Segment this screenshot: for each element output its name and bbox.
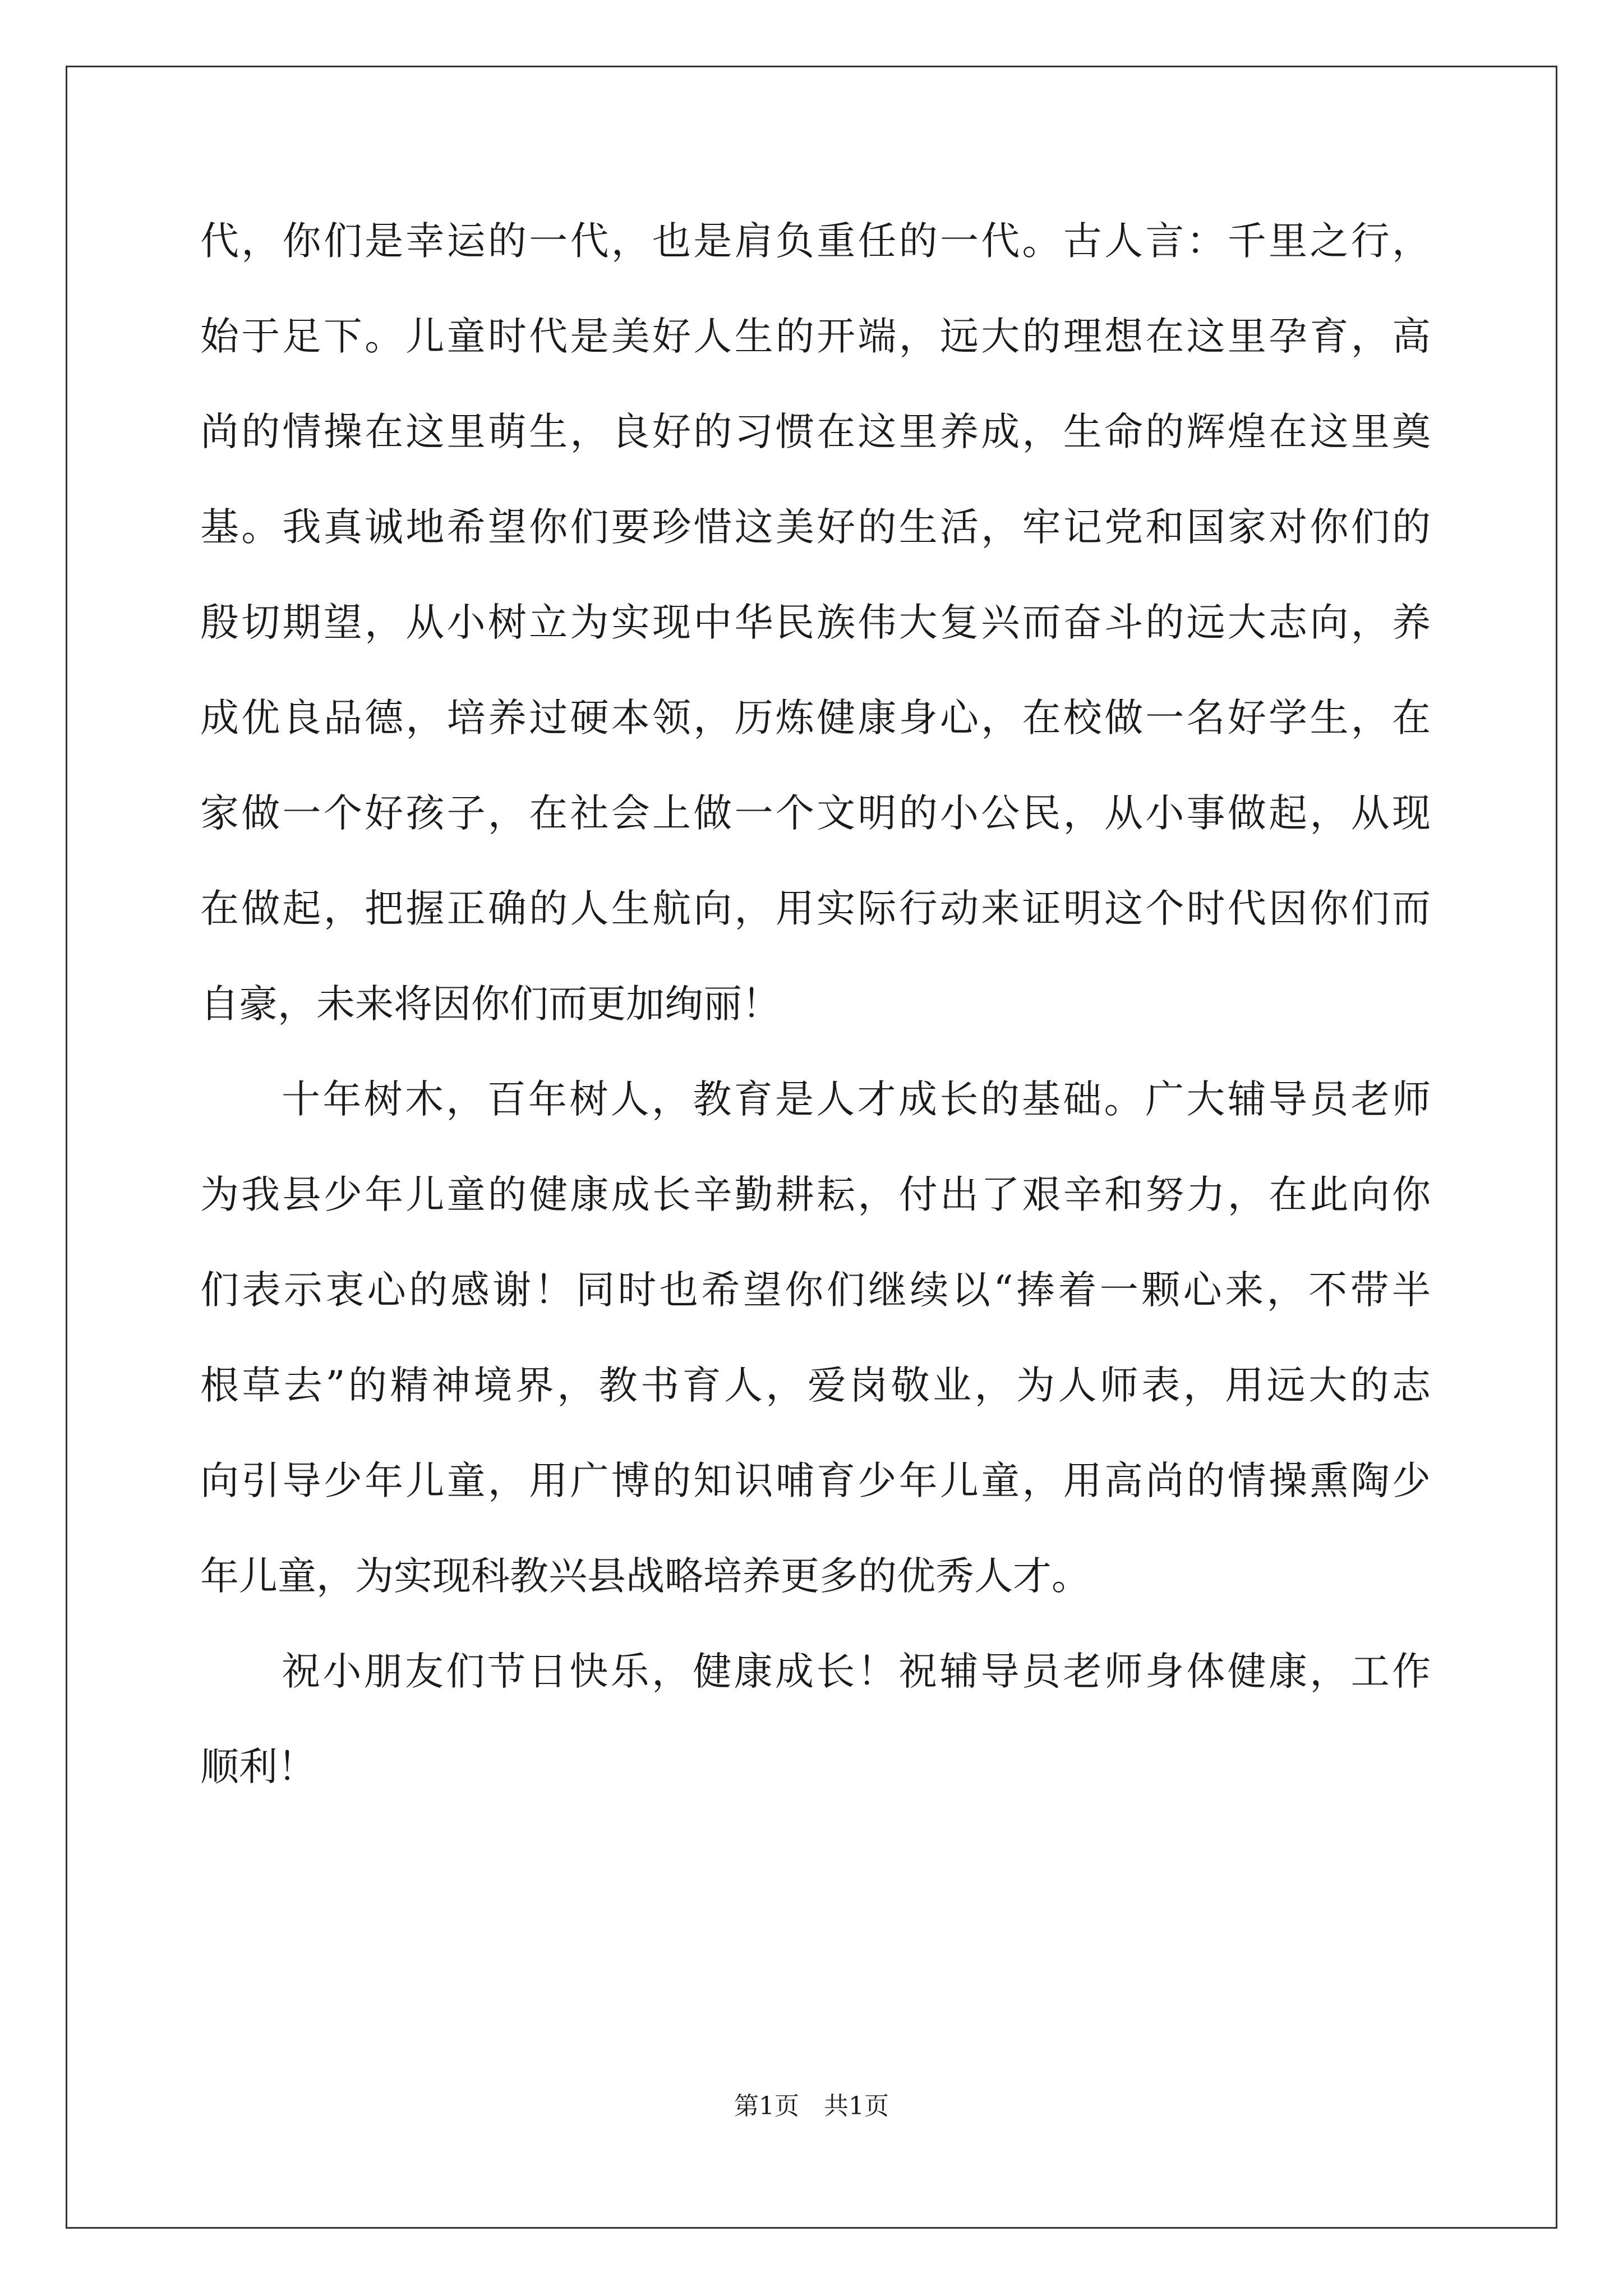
text-line: 祝小朋友们节日快乐，健康成长！祝辅导员老师身体健康，工作	[282, 1649, 1431, 1694]
paragraph-1	[200, 194, 1431, 1052]
text-line: 顺利！	[200, 1745, 316, 1789]
text-line: 始于足下。儿童时代是美好人生的开端，远大的理想在这里孕育，高	[200, 314, 1431, 359]
paragraph-2	[200, 1052, 1431, 1624]
text-line: 为我县少年儿童的健康成长辛勤耕耘，付出了艰辛和努力，在此向你	[200, 1172, 1431, 1217]
document-body	[200, 194, 1431, 1815]
text-line: 年儿童，为实现科教兴县战略培养更多的优秀人才。	[200, 1554, 1090, 1599]
text-line: 成优良品德，培养过硬本领，历炼健康身心，在校做一名好学生，在	[200, 696, 1431, 740]
paragraph-3	[200, 1624, 1431, 1815]
page-number-footer: 第1页 共1页	[734, 2092, 889, 2120]
text-line: 根草去”的精神境界，教书育人，爱岗敬业，为人师表，用远大的志	[200, 1363, 1431, 1408]
text-line: 代，你们是幸运的一代，也是肩负重任的一代。古人言：千里之行，	[200, 219, 1431, 264]
text-line: 十年树木，百年树人，教育是人才成长的基础。广大辅导员老师	[282, 1077, 1431, 1122]
text-line: 家做一个好孩子，在社会上做一个文明的小公民，从小事做起，从现	[200, 791, 1431, 836]
text-line: 在做起，把握正确的人生航向，用实际行动来证明这个时代因你们而	[200, 886, 1431, 931]
text-line: 向引导少年儿童，用广博的知识哺育少年儿童，用高尚的情操熏陶少	[200, 1458, 1431, 1503]
text-line: 殷切期望，从小树立为实现中华民族伟大复兴而奋斗的远大志向，养	[200, 600, 1431, 645]
text-line: 基。我真诚地希望你们要珍惜这美好的生活，牢记党和国家对你们的	[200, 505, 1431, 550]
text-line: 尚的情操在这里萌生，良好的习惯在这里养成，生命的辉煌在这里奠	[200, 409, 1431, 454]
text-line: 们表示衷心的感谢！同时也希望你们继续以“捧着一颗心来，不带半	[200, 1268, 1431, 1313]
text-line: 自豪，未来将因你们而更加绚丽！	[200, 982, 781, 1027]
